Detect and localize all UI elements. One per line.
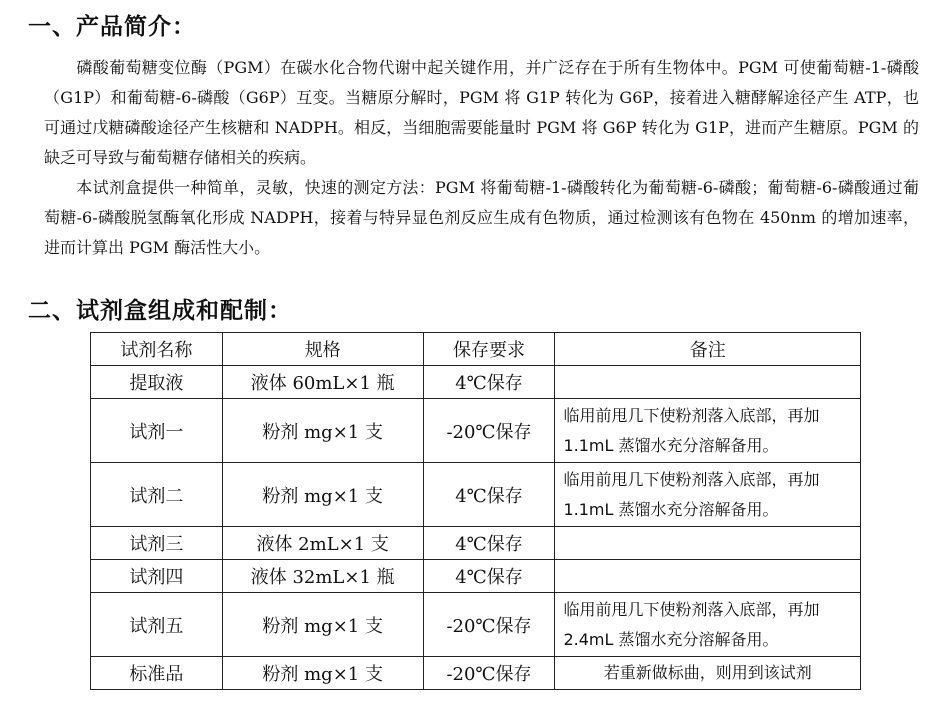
table-row [91, 527, 861, 560]
reagent-storage: 4℃保存 [423, 560, 555, 593]
reagent-spec: 粉剂 mg×1 支 [222, 399, 423, 463]
reagent-name: 试剂五 [91, 593, 223, 657]
header-name: 试剂名称 [91, 333, 223, 366]
header-spec: 规格 [222, 333, 423, 366]
section1-heading: 一、产品简介： [28, 14, 196, 40]
reagent-storage: 4℃保存 [423, 366, 555, 399]
section2-heading: 二、试剂盒组成和配制： [28, 298, 292, 324]
reagent-note: 若重新做标曲，则用到该试剂 [555, 657, 861, 690]
table-row [91, 560, 861, 593]
table-header-row [91, 333, 861, 366]
table-row [91, 399, 861, 463]
table-row [91, 463, 861, 527]
reagent-spec: 粉剂 mg×1 支 [222, 657, 423, 690]
reagent-spec: 粉剂 mg×1 支 [222, 593, 423, 657]
reagent-name: 提取液 [91, 366, 223, 399]
reagent-name: 标准品 [91, 657, 223, 690]
reagent-note: 临用前甩几下使粉剂落入底部，再加 1.1mL 蒸馏水充分溶解备用。 [555, 399, 861, 463]
table-row [91, 657, 861, 690]
reagent-note [555, 560, 861, 593]
table-row [91, 366, 861, 399]
reagent-storage: -20℃保存 [423, 593, 555, 657]
intro-paragraph-1: 磷酸葡萄糖变位酶（PGM）在碳水化合物代谢中起关键作用，并广泛存在于所有生物体中。PGM 可使葡萄糖-1-磷酸（G1P）和葡萄糖-6-磷酸（G6P）互变。当糖原分解时，PGM 将 G1P 转化为 G6P，接着进入糖酵解途径产生 ATP，也可通过戊糖磷酸途径产生核糖和 NADPH。相反，当细胞需要能量时 PGM 将 G6P 转化为 G1P，进而产生糖原。PGM 的缺乏可导致与葡萄糖存储相关的疾病。 [44, 58, 919, 167]
reagent-storage: -20℃保存 [423, 657, 555, 690]
reagent-note: 临用前甩几下使粉剂落入底部，再加 1.1mL 蒸馏水充分溶解备用。 [555, 463, 861, 527]
reagent-name: 试剂一 [91, 399, 223, 463]
reagent-name: 试剂二 [91, 463, 223, 527]
reagent-note: 临用前甩几下使粉剂落入底部，再加 2.4mL 蒸馏水充分溶解备用。 [555, 593, 861, 657]
kit-composition-table [90, 332, 861, 690]
reagent-name: 试剂三 [91, 527, 223, 560]
reagent-spec: 液体 2mL×1 支 [222, 527, 423, 560]
reagent-storage: 4℃保存 [423, 463, 555, 527]
reagent-spec: 液体 60mL×1 瓶 [222, 366, 423, 399]
table-row [91, 593, 861, 657]
reagent-spec: 粉剂 mg×1 支 [222, 463, 423, 527]
intro-paragraph-2: 本试剂盒提供一种简单，灵敏，快速的测定方法：PGM 将葡萄糖-1-磷酸转化为葡萄糖-6-磷酸；葡萄糖-6-磷酸通过葡萄糖-6-磷酸脱氢酶氧化形成 NADPH，接着与特异显色剂反应生成有色物质，通过检测该有色物在 450nm 的增加速率，进而计算出 PGM 酶活性大小。 [44, 178, 919, 257]
reagent-spec: 液体 32mL×1 瓶 [222, 560, 423, 593]
reagent-note [555, 366, 861, 399]
reagent-storage: 4℃保存 [423, 527, 555, 560]
reagent-storage: -20℃保存 [423, 399, 555, 463]
header-storage: 保存要求 [423, 333, 555, 366]
reagent-name: 试剂四 [91, 560, 223, 593]
reagent-note [555, 527, 861, 560]
header-note: 备注 [555, 333, 861, 366]
